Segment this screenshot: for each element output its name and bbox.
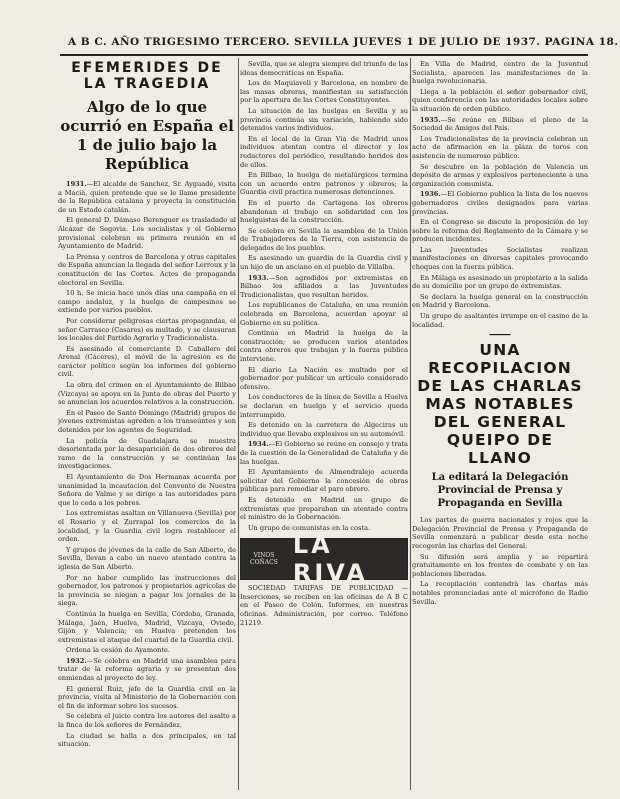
paragraph-text: Se celebra el juicio contra los autores del asalto a la finca de los señores de Fernández. (58, 712, 236, 730)
paragraph-text: El Ayuntamiento de Almendralejo acuerda solicitar del Gobierno la concesión de obras públicas para remediar el paro obrero. (240, 468, 408, 494)
article-paragraph (240, 107, 408, 133)
paragraph-text: La ciudad se halla a dos principales, en tal situación. (58, 731, 236, 749)
article-paragraph (58, 610, 236, 644)
paragraph-text: Ordena la cesión de Ayamonte. (66, 646, 170, 655)
la-riva-advertisement (240, 531, 408, 588)
article-paragraph (58, 437, 236, 471)
article-paragraph (58, 317, 236, 343)
ad-tagline: VINOS COÑACS (250, 552, 278, 567)
article-paragraph (412, 553, 588, 579)
paragraph-text: El diario La Nación es multado por el gobernador por publicar un artículo considerado ofensivo. (240, 365, 408, 391)
paragraph-text: La situación de las huelgas en Sevilla y su provincia continúa sin variación, habiendo sido detenidos varios individuos. (240, 106, 408, 133)
article-paragraph (412, 274, 588, 291)
paragraph-text: Se descubre en la población de Valencia un depósito de armas y explosivos perteneciente a una organización comunista. (412, 162, 588, 188)
article-paragraph (240, 393, 408, 419)
article-paragraph (58, 409, 236, 435)
header-rule (60, 54, 588, 56)
paragraph-text: —El Gobierno se reúne en consejo y trata de la cuestión de la Generalidad de Cataluña y de las huelgas. (240, 440, 408, 466)
article-paragraph (412, 88, 588, 114)
article-paragraph (58, 253, 236, 287)
year-lead: 1936. (420, 190, 441, 199)
paragraph-text: Sevilla, que se alegra siempre del triunfo de las ideas democráticas en España. (240, 60, 408, 77)
paragraph-text: La obra del crimen en el Ayuntamiento de Bilbao (Vizcaya) se apoya en la Junta de obras del Puerto y se anuncian los acuerdos relativos a la construcción. (58, 381, 236, 407)
article-paragraph (240, 171, 408, 197)
paragraph-text: Los extremistas asaltan en Villanueva (Sevilla) por el Rosario y el Zurrapal los comercios de la localidad, y la Guardia civil logra restablecer el orden. (58, 509, 236, 544)
recopilacion-headline: UNA RECOPILACION DE LAS CHARLAS MAS NOTABLES DEL GENERAL QUEIPO DE LLANO (417, 341, 583, 468)
paragraph-text: En el local de la Gran Vía de Madrid unos individuos atentan contra el director y los redactores del periódico, resultando heridos dos de ellos. (240, 134, 408, 169)
year-lead: 1933. (248, 273, 269, 282)
article-paragraph (58, 216, 236, 250)
paragraph-text: La policía de Guadalajara se muestra desorientada por la desaparición de dos obreros del ramo de la construcción y se continúan las investigaciones. (58, 436, 236, 471)
article-paragraph (412, 60, 588, 86)
article-paragraph (58, 685, 236, 711)
article-paragraph (58, 180, 236, 214)
article-paragraph (240, 301, 408, 327)
paragraph-text: Un grupo de comunistas en la costa. (248, 523, 371, 532)
paragraph-text: En Villa de Madrid, centro de la Juventud Socialista, aparecen las manifestaciones de la huelga revolucionaria. (412, 60, 588, 86)
paragraph-text: Es detenido en la carretera de Algeciras un individuo que llevaba explosivos en su automóvil. (240, 421, 408, 438)
article-paragraph (240, 227, 408, 253)
paragraph-text: Es detenido en Madrid un grupo de extremistas que preparaban un atentado contra el ministro de la Gobernación. (240, 495, 408, 522)
paragraph-text: Continúa en Madrid la huelga de la construcción; se producen varios atentados contra obreros que trabajan y la fuerza pública interviene. (240, 329, 408, 363)
col2-after-ad: SOCIEDAD TARIFAS DE PUBLICIDAD — Inserciones, se reciben en las oficinas de A B C en el Paseo de Colón. Informes, en nuestras oficinas. Administración, por correo. Teléfono 21219. (240, 584, 408, 627)
article-paragraph (58, 509, 236, 543)
column-3 (412, 60, 588, 790)
article-paragraph (412, 163, 588, 189)
column-divider-2 (410, 58, 411, 790)
paragraph-text: —El Gobierno publica la lista de los nuevos gobernadores civiles designados para varias provincias. (412, 190, 588, 216)
paragraph-text: Los partes de guerra nacionales y rojos que la Delegación Provincial de Prensa y Propaganda de Sevilla comenzará a publicar desde esta noche recogerán las charlas del General. (412, 516, 588, 550)
article-paragraph (412, 293, 588, 310)
article-paragraph (412, 135, 588, 161)
article-paragraph (240, 329, 408, 363)
article-paragraph (58, 473, 236, 507)
article-paragraph (240, 468, 408, 494)
paragraph-text: La Prensa y centros de Barcelona y otras capitales de España anuncian la llegada del señor Lerroux y la constitución de las Cortes. Actos de propaganda electoral en Sevilla. (58, 252, 236, 287)
paragraph-text: Los conductores de la línea de Sevilla a Huelva se declaran en huelga y el servicio queda interrumpido. (240, 393, 408, 419)
paragraph-text: Llega a la población el señor gobernador civil, quien conferencia con las autoridades locales sobre la situación de orden público. (412, 87, 588, 113)
paragraph-text: —Son agredidos por extremistas en Bilbao los afiliados a las Juventudes Tradicionalistas, que resultan heridos. (240, 273, 408, 299)
paragraph-text: Su difusión será amplia y se repartirá gratuitamente en los frentes de combate y en las poblaciones liberadas. (412, 552, 588, 578)
col1-paragraphs (58, 180, 236, 749)
article-paragraph (240, 79, 408, 105)
article-paragraph (412, 116, 588, 133)
ephemerides-subtitle: Algo de lo que ocurrió en España el 1 de julio bajo la República (60, 98, 234, 173)
article-paragraph (240, 274, 408, 300)
article-paragraph (58, 657, 236, 683)
article-paragraph (58, 712, 236, 729)
article-paragraph (58, 732, 236, 749)
paragraph-text: El general Ruiz, jefe de la Guardia civil en la provincia, visita al Ministerio de la Gobernación con el fin de informar sobre los sucesos. (58, 684, 236, 710)
paragraph-text: 10 h. Se inicia hace unos días una campaña en el campo andaluz, y la huelga de campesinos se extiende por varios pueblos. (58, 289, 236, 315)
ad-brand-name: LA RIVA (292, 531, 368, 588)
article-paragraph (58, 646, 236, 655)
paragraph-text: Es asesinado un guardia de la Guardia civil y un hijo de un anciano en el pueblo de Villalba. (240, 254, 408, 272)
year-lead: 1931. (66, 180, 87, 188)
page-header: A B C. AÑO TRIGESIMO TERCERO. SEVILLA JUEVES 1 DE JULIO DE 1937. PAGINA 18. (68, 36, 619, 48)
year-lead: 1932. (66, 656, 87, 665)
paragraph-text: El general D. Dámaso Berenguer es trasladado al Alcázar de Segovia. Los socialistas y el Gobierno provisional celebran su primera reunión en el Ayuntamiento de Madrid. (58, 216, 236, 251)
paragraph-text: En el Congreso se discute la proposición de ley sobre la reforma del Reglamento de la Cámara y se producen incidentes. (412, 218, 588, 244)
paragraph-text: Por no haber cumplido las instrucciones del gobernador, los patronos y propietarios agrícolas de la provincia se niegan a pagar los jornales de la siega. (58, 573, 236, 608)
col3-paragraphs (412, 60, 588, 329)
article-paragraph (240, 254, 408, 271)
year-lead: 1934. (248, 440, 269, 449)
col3-end-paragraphs (412, 516, 588, 606)
article-paragraph (240, 366, 408, 392)
article-paragraph (412, 190, 588, 216)
paragraph-text: Continúa la huelga en Sevilla, Córdoba, Granada, Málaga, Jaén, Huelva, Madrid, Vizcaya, Oviedo, Gijón y Valencia; en Huelva pretenden los extremistas el ataque del cuartel de la Guardia civil. (58, 609, 236, 644)
paragraph-text: Es asesinado el comerciante D. Caballero del Arenal (Cáceres), el móvil de la agresión es de carácter político según los informes del gobierno civil. (58, 344, 236, 379)
article-paragraph (240, 60, 408, 77)
column-2 (240, 60, 408, 790)
ephemerides-title: EFEMERIDES DE LA TRAGEDIA (71, 60, 223, 92)
paragraph-text: Por considerar peligrosas ciertas propagandas, el señor Carrasco (Casares) es multado, y se clausuran los locales del Partido Agrario y Tradicionalista. (58, 316, 236, 343)
paragraph-text: En Bilbao, la huelga de metalúrgicos termina con un acuerdo entre patronos y obreros; la Guardia civil practica numerosas detenciones. (240, 171, 408, 197)
paragraph-text: El Ayuntamiento de Dos Hermanas acuerda por unanimidad la incautación del Convento de Nuestra Señora de Valme y se dirige a las autoridades para que lo ceda a los pobres. (58, 473, 236, 507)
paragraph-text: Se celebra en Sevilla la asamblea de la Unión de Trabajadores de la Tierra, con asistencia de delegados de los pueblos. (240, 226, 408, 252)
recopilacion-subheadline: La editará la Delegación Provincial de Prensa y Propaganda en Sevilla (431, 472, 569, 510)
article-paragraph (58, 546, 236, 572)
col2-paragraphs (240, 60, 408, 532)
paragraph-text: La recopilación contendrá las charlas más notables pronunciadas ante el micrófono de Radio Sevilla. (412, 580, 588, 606)
paragraph-text: —Se celebra en Madrid una asamblea para tratar de la reforma agraria y se presentan dos enmiendas al proyecto de ley. (58, 656, 236, 683)
article-paragraph (58, 381, 236, 407)
article-paragraph (240, 421, 408, 438)
paragraph-text: Los Tradicionalistas de la provincia celebran un acto de afirmación en la plaza de toros con asistencia de numeroso público. (412, 134, 588, 160)
paragraph-text: —El alcalde de Sanchez, Sr. Ayguadé, visita a Macià, quien pretende que se le llame presidente de la República catalana y proyecta la constitución de un Estado catalán. (58, 180, 236, 214)
article-paragraph (58, 345, 236, 379)
article-paragraph (412, 516, 588, 550)
paragraph-text: Un grupo de asaltantes irrumpe en el casino de la localidad. (412, 312, 588, 329)
article-paragraph (58, 574, 236, 608)
article-paragraph (240, 135, 408, 169)
paragraph-text: Y grupos de jóvenes de la calle de San Alberto, de Sevilla, llevan a cabo un nuevo atentado contra la iglesia de San Alberto. (58, 545, 236, 571)
ornament-divider: ━━━━━ (489, 331, 511, 340)
article-paragraph (412, 312, 588, 329)
article-paragraph (412, 580, 588, 606)
paragraph-text: En Málaga es asesinado un propietario a la salida de su domicilio por un grupo de extremistas. (412, 273, 588, 291)
paragraph-text: —Se reúne en Bilbao el pleno de la Sociedad de Amigos del País. (412, 115, 588, 133)
year-lead: 1935. (420, 115, 441, 124)
article-paragraph (412, 218, 588, 244)
column-divider-1 (238, 58, 239, 790)
article-paragraph (240, 496, 408, 522)
column-1 (58, 60, 236, 790)
paragraph-text: En el Paseo de Santo Domingo (Madrid) grupos de jóvenes extremistas agreden a los transeúntes y son detenidos por los agentes de Seguridad. (58, 408, 236, 435)
paragraph-text: Los de Maquiaveli y Barcelona, en nombre de las masas obreras, manifiestan su satisfacción por la apertura de las Cortes Constituyentes. (240, 79, 408, 105)
article-paragraph (240, 199, 408, 225)
paragraph-text: Se declara la huelga general en la construcción en Madrid y Barcelona. (412, 292, 588, 310)
article-paragraph (412, 246, 588, 272)
paragraph-text: Los republicanos de Cataluña, en una reunión celebrada en Barcelona, acuerdan apoyar al Gobierno en su política. (240, 301, 408, 327)
paragraph-text: En el puerto de Cartagena los obreros abandonan el trabajo en solidaridad con los huelguistas de la construcción. (240, 198, 408, 225)
article-paragraph (240, 440, 408, 466)
article-paragraph (58, 289, 236, 315)
paragraph-text: Las Juventudes Socialistas realizan manifestaciones en diversas capitales provocando choques con la fuerza pública. (412, 245, 588, 272)
